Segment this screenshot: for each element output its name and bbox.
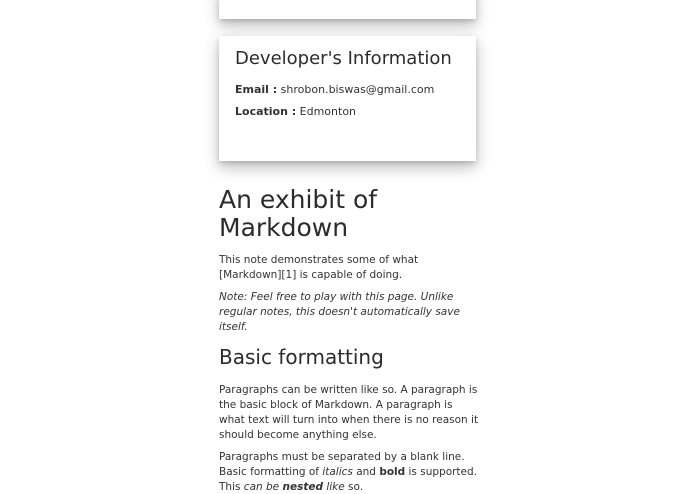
can-be-text: can be (243, 481, 280, 493)
email-label: Email : (235, 83, 278, 96)
nested-emphasis (282, 481, 344, 493)
developer-info-title: Developer's Information (235, 48, 452, 69)
paragraph-2-text-5: so. (344, 481, 364, 493)
email-value: shrobon.biswas@gmail.com (280, 83, 435, 96)
location-label: Location : (235, 105, 297, 118)
like-text: like (322, 481, 345, 493)
italics-text: italics (322, 466, 353, 478)
paragraph-1: Paragraphs can be written like so. A paragraph is the basic block of Markdown. A paragraph is what text will turn into when there is no reason it should become anything else. (219, 384, 479, 441)
developer-info-card (219, 36, 476, 161)
article-title: An exhibit of Markdown (219, 185, 378, 242)
markdown-article (219, 186, 481, 494)
nested-text: nested (282, 481, 323, 493)
previous-card (219, 0, 476, 19)
location-row (235, 105, 356, 118)
location-value: Edmonton (299, 105, 357, 118)
paragraph-2 (219, 450, 481, 494)
intro-paragraph: This note demonstrates some of what [Markdown][1] is capable of doing. (219, 254, 419, 281)
email-row (235, 83, 434, 96)
paragraph-2-text-3: is supported. This (219, 466, 478, 493)
paragraph-2-text-2: and (352, 466, 380, 478)
bold-text: bold (379, 466, 406, 478)
basic-formatting-heading: Basic formatting (219, 345, 384, 369)
note-paragraph: Note: Feel free to play with this page. Unlike regular notes, this doesn't automatically save itself. (219, 291, 460, 333)
paragraph-2-text-1: Paragraphs must be separated by a blank line. Basic formatting of (219, 451, 465, 478)
